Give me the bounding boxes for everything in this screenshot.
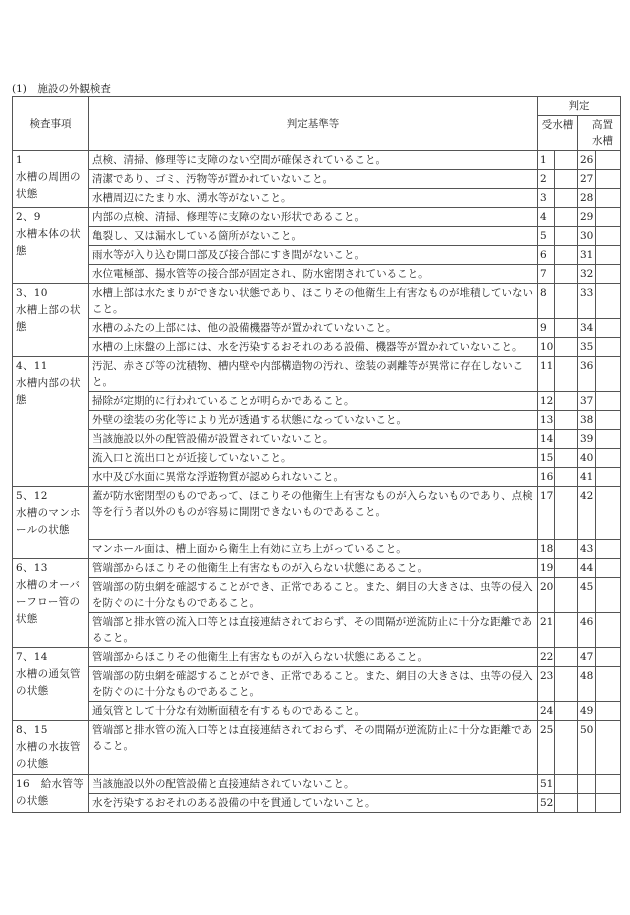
elevated-tank-judgement-cell[interactable] — [596, 170, 621, 189]
elevated-tank-judgement-cell[interactable] — [596, 189, 621, 208]
elevated-tank-number: 49 — [578, 702, 596, 721]
receiving-tank-judgement-cell[interactable] — [555, 227, 578, 246]
inspection-table — [12, 96, 621, 813]
header-judgement: 判定 — [538, 97, 621, 116]
criteria-text: マンホール面は、槽上面から衛生上有効に立ち上がっていること。 — [89, 540, 538, 559]
table-row — [13, 578, 621, 613]
elevated-tank-judgement-cell[interactable] — [596, 540, 621, 559]
receiving-tank-judgement-cell[interactable] — [555, 559, 578, 578]
elevated-tank-judgement-cell[interactable] — [596, 775, 621, 794]
elevated-tank-number: 44 — [578, 559, 596, 578]
receiving-tank-number: 25 — [538, 721, 555, 775]
receiving-tank-judgement-cell[interactable] — [555, 794, 578, 813]
receiving-tank-number: 12 — [538, 392, 555, 411]
elevated-tank-number: 39 — [578, 430, 596, 449]
elevated-tank-judgement-cell[interactable] — [596, 559, 621, 578]
receiving-tank-judgement-cell[interactable] — [555, 430, 578, 449]
receiving-tank-number: 51 — [538, 775, 555, 794]
inspection-item: 8、15 水槽の水抜管の状態 — [13, 721, 89, 775]
receiving-tank-judgement-cell[interactable] — [555, 170, 578, 189]
elevated-tank-number: 33 — [578, 284, 596, 319]
elevated-tank-number: 26 — [578, 151, 596, 170]
receiving-tank-judgement-cell[interactable] — [555, 775, 578, 794]
table-row — [13, 449, 621, 468]
elevated-tank-number: 37 — [578, 392, 596, 411]
elevated-tank-number: 43 — [578, 540, 596, 559]
receiving-tank-number: 15 — [538, 449, 555, 468]
receiving-tank-number: 8 — [538, 284, 555, 319]
elevated-tank-number: 27 — [578, 170, 596, 189]
elevated-tank-number: 45 — [578, 578, 596, 613]
receiving-tank-number: 7 — [538, 265, 555, 284]
criteria-text: 雨水等が入り込む開口部及び接合部にすき間がないこと。 — [89, 246, 538, 265]
receiving-tank-number: 3 — [538, 189, 555, 208]
table-row — [13, 775, 621, 794]
header-elevated-tank: 高置水槽 — [578, 116, 621, 151]
inspection-item: 1 水槽の周囲の状態 — [13, 151, 89, 208]
receiving-tank-judgement-cell[interactable] — [555, 189, 578, 208]
elevated-tank-number — [578, 775, 596, 794]
table-row — [13, 468, 621, 487]
elevated-tank-number: 34 — [578, 319, 596, 338]
receiving-tank-judgement-cell[interactable] — [555, 702, 578, 721]
criteria-text: 当該施設以外の配管設備と直接連結されていないこと。 — [89, 775, 538, 794]
table-row — [13, 667, 621, 702]
criteria-text: 外壁の塗装の劣化等により光が透過する状態になっていないこと。 — [89, 411, 538, 430]
elevated-tank-judgement-cell[interactable] — [596, 667, 621, 702]
receiving-tank-number: 52 — [538, 794, 555, 813]
table-row — [13, 208, 621, 227]
table-row — [13, 227, 621, 246]
receiving-tank-number: 10 — [538, 338, 555, 357]
receiving-tank-number: 14 — [538, 430, 555, 449]
table-row — [13, 411, 621, 430]
elevated-tank-number: 31 — [578, 246, 596, 265]
table-row — [13, 151, 621, 170]
receiving-tank-judgement-cell[interactable] — [555, 721, 578, 775]
elevated-tank-judgement-cell[interactable] — [596, 338, 621, 357]
receiving-tank-judgement-cell[interactable] — [555, 411, 578, 430]
table-row — [13, 319, 621, 338]
receiving-tank-number: 18 — [538, 540, 555, 559]
receiving-tank-judgement-cell[interactable] — [555, 338, 578, 357]
criteria-text: 当該施設以外の配管設備が設置されていないこと。 — [89, 430, 538, 449]
elevated-tank-number: 28 — [578, 189, 596, 208]
table-row — [13, 338, 621, 357]
criteria-text: 管端部の防虫網を確認することができ、正常であること。また、網目の大きさは、虫等の侵入を防ぐのに十分なものであること。 — [89, 667, 538, 702]
criteria-text: 水中及び水面に異常な浮遊物質が認められないこと。 — [89, 468, 538, 487]
criteria-text: 流入口と流出口とが近接していないこと。 — [89, 449, 538, 468]
receiving-tank-judgement-cell[interactable] — [555, 319, 578, 338]
receiving-tank-judgement-cell[interactable] — [555, 208, 578, 227]
table-row — [13, 430, 621, 449]
receiving-tank-number: 17 — [538, 487, 555, 540]
elevated-tank-judgement-cell[interactable] — [596, 227, 621, 246]
elevated-tank-number — [578, 794, 596, 813]
receiving-tank-number: 22 — [538, 648, 555, 667]
receiving-tank-judgement-cell[interactable] — [555, 648, 578, 667]
criteria-text: 水槽の上床盤の上部には、水を汚染するおそれのある設備、機器等が置かれていないこと。 — [89, 338, 538, 357]
criteria-text: 点検、清掃、修理等に支障のない空間が確保されていること。 — [89, 151, 538, 170]
inspection-item: 2、9 水槽本体の状態 — [13, 208, 89, 284]
receiving-tank-judgement-cell[interactable] — [555, 667, 578, 702]
receiving-tank-number: 6 — [538, 246, 555, 265]
elevated-tank-number: 50 — [578, 721, 596, 775]
receiving-tank-judgement-cell[interactable] — [555, 151, 578, 170]
table-row — [13, 487, 621, 540]
criteria-text: 蓋が防水密閉型のものであって、ほこりその他衛生上有害なものが入らないものであり、点検等を行う者以外のものが容易に開閉できないものであること。 — [89, 487, 538, 540]
criteria-text: 管端部と排水管の流入口等とは直接連結されておらず、その間隔が逆流防止に十分な距離であること。 — [89, 613, 538, 648]
table-row — [13, 189, 621, 208]
elevated-tank-judgement-cell[interactable] — [596, 578, 621, 613]
table-row — [13, 794, 621, 813]
receiving-tank-number: 2 — [538, 170, 555, 189]
elevated-tank-number: 42 — [578, 487, 596, 540]
elevated-tank-number: 38 — [578, 411, 596, 430]
table-row — [13, 170, 621, 189]
receiving-tank-judgement-cell[interactable] — [555, 487, 578, 540]
table-row — [13, 721, 621, 775]
elevated-tank-judgement-cell[interactable] — [596, 151, 621, 170]
header-receiving-tank: 受水槽 — [538, 116, 578, 151]
elevated-tank-judgement-cell[interactable] — [596, 411, 621, 430]
elevated-tank-judgement-cell[interactable] — [596, 449, 621, 468]
elevated-tank-number: 46 — [578, 613, 596, 648]
criteria-text: 管端部からほこりその他衛生上有害なものが入らない状態にあること。 — [89, 648, 538, 667]
elevated-tank-judgement-cell[interactable] — [596, 246, 621, 265]
receiving-tank-judgement-cell[interactable] — [555, 246, 578, 265]
receiving-tank-number: 21 — [538, 613, 555, 648]
criteria-text: 管端部の防虫網を確認することができ、正常であること。また、網目の大きさは、虫等の侵入を防ぐのに十分なものであること。 — [89, 578, 538, 613]
elevated-tank-judgement-cell[interactable] — [596, 430, 621, 449]
inspection-item: 3、10 水槽上部の状態 — [13, 284, 89, 357]
elevated-tank-judgement-cell[interactable] — [596, 265, 621, 284]
receiving-tank-judgement-cell[interactable] — [555, 284, 578, 319]
inspection-item: 4、11 水槽内部の状態 — [13, 357, 89, 487]
receiving-tank-number: 24 — [538, 702, 555, 721]
receiving-tank-judgement-cell[interactable] — [555, 578, 578, 613]
criteria-text: 水槽上部は水たまりができない状態であり、ほこりその他衛生上有害なものが堆積していないこと。 — [89, 284, 538, 319]
inspection-item: 16 給水管等の状態 — [13, 775, 89, 813]
elevated-tank-number: 32 — [578, 265, 596, 284]
elevated-tank-judgement-cell[interactable] — [596, 613, 621, 648]
criteria-text: 水槽のふたの上部には、他の設備機器等が置かれていないこと。 — [89, 319, 538, 338]
receiving-tank-number: 16 — [538, 468, 555, 487]
elevated-tank-number: 48 — [578, 667, 596, 702]
elevated-tank-judgement-cell[interactable] — [596, 468, 621, 487]
table-row — [13, 540, 621, 559]
receiving-tank-judgement-cell[interactable] — [555, 540, 578, 559]
receiving-tank-number: 4 — [538, 208, 555, 227]
criteria-text: 内部の点検、清掃、修理等に支障のない形状であること。 — [89, 208, 538, 227]
elevated-tank-number: 35 — [578, 338, 596, 357]
elevated-tank-number: 30 — [578, 227, 596, 246]
elevated-tank-judgement-cell[interactable] — [596, 284, 621, 319]
elevated-tank-judgement-cell[interactable] — [596, 208, 621, 227]
table-row — [13, 265, 621, 284]
table-row — [13, 246, 621, 265]
receiving-tank-judgement-cell[interactable] — [555, 613, 578, 648]
receiving-tank-judgement-cell[interactable] — [555, 357, 578, 392]
receiving-tank-number: 5 — [538, 227, 555, 246]
receiving-tank-judgement-cell[interactable] — [555, 392, 578, 411]
elevated-tank-number: 41 — [578, 468, 596, 487]
inspection-item: 7、14 水槽の通気管の状態 — [13, 648, 89, 721]
receiving-tank-number: 13 — [538, 411, 555, 430]
table-row — [13, 613, 621, 648]
criteria-text: 亀裂し、又は漏水している箇所がないこと。 — [89, 227, 538, 246]
elevated-tank-judgement-cell[interactable] — [596, 648, 621, 667]
elevated-tank-judgement-cell[interactable] — [596, 392, 621, 411]
inspection-item: 6、13 水槽のオーバーフロー管の状態 — [13, 559, 89, 648]
header-item: 検査事項 — [13, 97, 89, 151]
receiving-tank-judgement-cell[interactable] — [555, 449, 578, 468]
elevated-tank-judgement-cell[interactable] — [596, 794, 621, 813]
inspection-item: 5、12 水槽のマンホールの状態 — [13, 487, 89, 559]
criteria-text: 水槽周辺にたまり水、湧水等がないこと。 — [89, 189, 538, 208]
receiving-tank-number: 9 — [538, 319, 555, 338]
elevated-tank-number: 47 — [578, 648, 596, 667]
receiving-tank-number: 1 — [538, 151, 555, 170]
criteria-text: 清潔であり、ゴミ、汚物等が置かれていないこと。 — [89, 170, 538, 189]
receiving-tank-number: 20 — [538, 578, 555, 613]
criteria-text: 水位電極部、揚水管等の接合部が固定され、防水密閉されていること。 — [89, 265, 538, 284]
receiving-tank-judgement-cell[interactable] — [555, 468, 578, 487]
section-title: (1) 施設の外観検査 — [12, 83, 111, 95]
receiving-tank-number: 23 — [538, 667, 555, 702]
criteria-text: 通気管として十分な有効断面積を有するものであること。 — [89, 702, 538, 721]
receiving-tank-number: 11 — [538, 357, 555, 392]
table-row — [13, 559, 621, 578]
elevated-tank-judgement-cell[interactable] — [596, 487, 621, 540]
table-row — [13, 284, 621, 319]
elevated-tank-judgement-cell[interactable] — [596, 702, 621, 721]
elevated-tank-number: 36 — [578, 357, 596, 392]
elevated-tank-judgement-cell[interactable] — [596, 357, 621, 392]
table-row — [13, 357, 621, 392]
criteria-text: 掃除が定期的に行われていることが明らかであること。 — [89, 392, 538, 411]
elevated-tank-judgement-cell[interactable] — [596, 319, 621, 338]
table-row — [13, 648, 621, 667]
criteria-text: 管端部からほこりその他衛生上有害なものが入らない状態にあること。 — [89, 559, 538, 578]
receiving-tank-judgement-cell[interactable] — [555, 265, 578, 284]
criteria-text: 管端部と排水管の流入口等とは直接連結されておらず、その間隔が逆流防止に十分な距離であること。 — [89, 721, 538, 775]
criteria-text: 汚泥、赤さび等の沈積物、槽内壁や内部構造物の汚れ、塗装の剥離等が異常に存在しないこと。 — [89, 357, 538, 392]
header-criteria: 判定基準等 — [89, 97, 538, 151]
table-row — [13, 392, 621, 411]
receiving-tank-number: 19 — [538, 559, 555, 578]
criteria-text: 水を汚染するおそれのある設備の中を貫通していないこと。 — [89, 794, 538, 813]
elevated-tank-number: 40 — [578, 449, 596, 468]
elevated-tank-number: 29 — [578, 208, 596, 227]
table-row — [13, 702, 621, 721]
elevated-tank-judgement-cell[interactable] — [596, 721, 621, 775]
